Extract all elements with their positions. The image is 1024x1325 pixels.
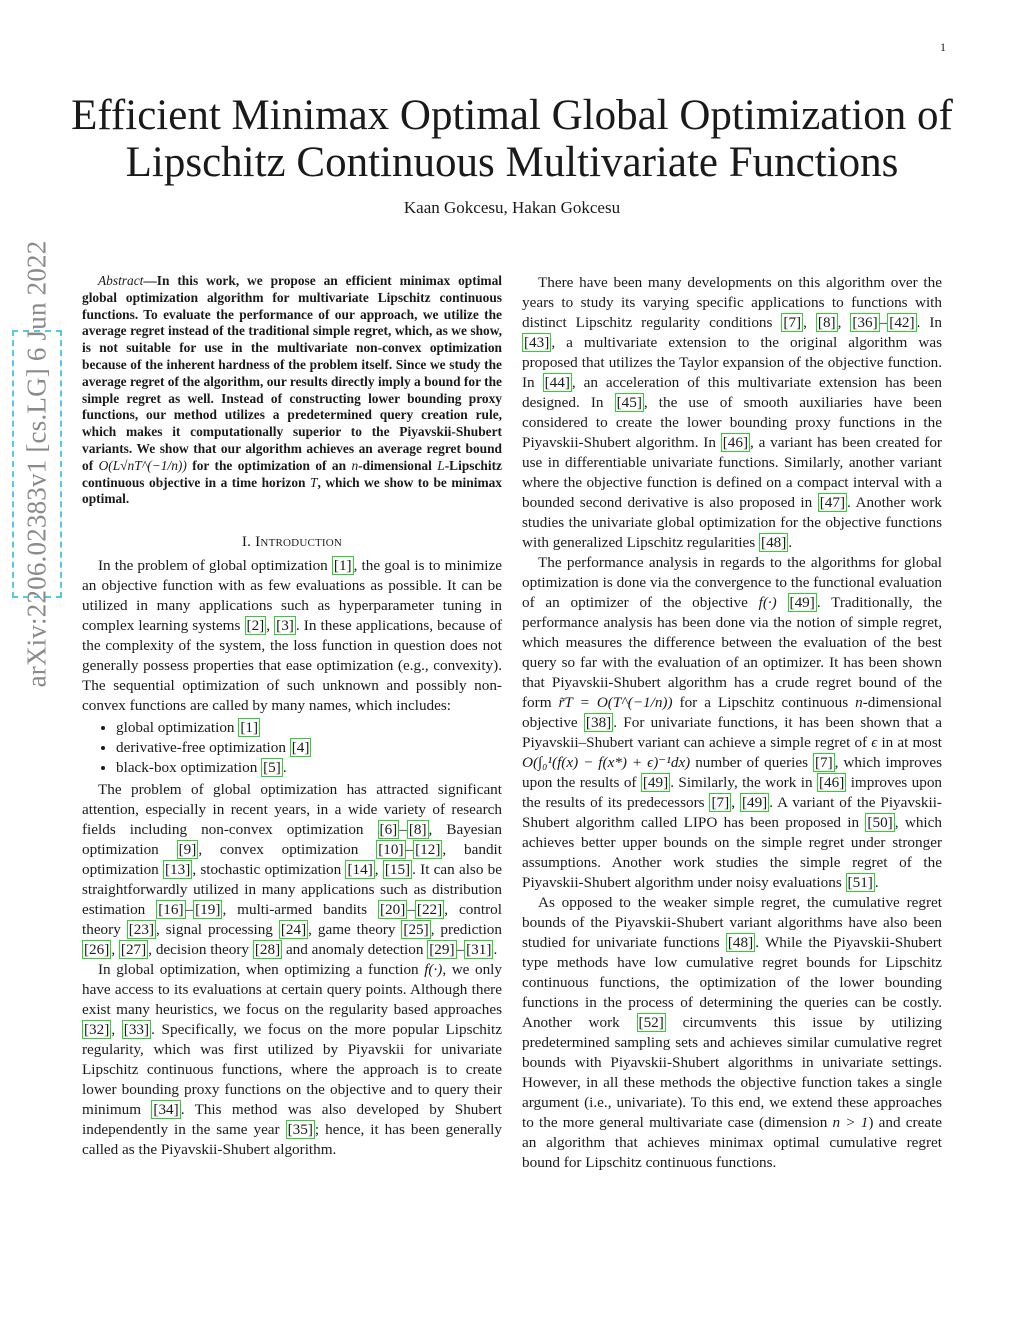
text: , multi-armed bandits [222, 901, 378, 919]
abstract-text: for the optimization of an [186, 457, 352, 473]
citation-link[interactable]: [29] [429, 941, 455, 959]
bullet-list [82, 718, 502, 778]
authors: Kaan Gokcesu, Hakan Gokcesu [403, 198, 621, 217]
text: , an acceleration of this multivariate extension has been designed. In [522, 374, 942, 411]
citation-link[interactable]: [10] [378, 841, 404, 859]
citation-link[interactable]: [46] [818, 774, 845, 791]
math-epsilon: ϵ [871, 734, 878, 751]
citation-link[interactable]: [48] [727, 934, 754, 951]
text: . A variant of the Piyavskii-Shubert algorithm called LIPO has been proposed in [522, 794, 942, 831]
text: . Another work studies the univariate global optimization for the objective functions with generalized Lipschitz regularities [522, 494, 942, 551]
text: . [874, 874, 879, 891]
text: , a multivariate extension to the original algorithm was proposed that utilizes the Taylor expansion of the objective function. In [522, 334, 942, 391]
math-dimension: n > 1 [832, 1114, 869, 1131]
citation-link[interactable]: [7] [783, 314, 802, 331]
text: , [111, 1021, 122, 1039]
citation-link[interactable]: [49] [642, 774, 669, 791]
math-T: T [310, 474, 318, 490]
text: . In these applications, because of the complexity of the system, the loss function in question does not generally possess properties that ease optimization (e.g., convexity). The sequential optimization of such unknown and possibly non-convex functions are called by many names, which includes: [82, 617, 503, 715]
math-query-bound: O(∫₀¹(f(x) − f(x*) + ϵ)⁻¹dx) [522, 754, 691, 771]
text: The problem of global optimization has attracted significant attention, especially in recent years, in a wide variety of research fields including non-convex optimization [82, 781, 502, 839]
citation-link[interactable]: [23] [128, 921, 155, 939]
text: . Traditionally, the performance analysis has been done via the notion of simple regret, which measures the difference between the evaluation of the best query so far with the evaluation of an optimizer. It has been shown that Piyavskii-Shubert algorithm has a crude regret bound of the form [522, 594, 942, 711]
citation-link[interactable]: [47] [819, 494, 846, 511]
right-column [522, 273, 942, 1173]
intro-paragraph-1 [82, 556, 502, 716]
arxiv-stamp-text: arXiv:2206.02383v1 [cs.LG] 6 Jun 2022 [21, 240, 52, 688]
section-title: Introduction [255, 533, 343, 551]
text: , Bayesian optimization [82, 821, 502, 859]
text: In the problem of global optimization [98, 557, 332, 575]
citation-link[interactable]: [3] [276, 617, 294, 635]
text: for a Lipschitz continuous [672, 694, 856, 711]
citation-link[interactable]: [1] [240, 719, 259, 737]
text: , convex optimization [198, 841, 377, 859]
text: , we only have access to its evaluations at certain query points. Although there exist many heuristics, we focus on the regularity based approaches [82, 961, 502, 1019]
text: , [731, 794, 740, 811]
list-item [116, 738, 502, 758]
text: , stochastic optimization [192, 861, 346, 879]
text: – [185, 901, 194, 919]
citation-link[interactable]: [8] [817, 314, 836, 331]
title-line-1: Efficient Minimax Optimal Global Optimization of [71, 92, 953, 139]
text: The performance analysis in regards to the algorithms for global optimization is done via the convergence to the functional evaluation of an optimizer of the objective [522, 554, 942, 611]
citation-link[interactable]: [46] [722, 434, 749, 451]
text: . [493, 941, 498, 959]
text: , control theory [82, 901, 502, 939]
text: , the use of smooth auxiliaries have been considered to create the lower bounding proxy functions in the Piyavskii-Shubert algorithm. In [522, 394, 942, 451]
citation-link[interactable]: [27] [120, 941, 147, 959]
citation-link[interactable]: [13] [165, 861, 191, 879]
text: , [374, 861, 383, 879]
text: There have been many developments on this algorithm over the years to study its varying specific applications to functions with distinct Lipschitz regularity conditions [522, 274, 942, 331]
citation-link[interactable]: [32] [84, 1021, 110, 1039]
text: . Specifically, we focus on the more popular Lipschitz regularity, which was first utilized by Piyavskii for univariate Lipschitz continuous functions, where the approach is to create lower bounding proxy functions on the objective and to query their minimum [82, 1021, 503, 1119]
citation-link[interactable]: [33] [123, 1021, 150, 1039]
math-L: L [437, 457, 445, 473]
text: , signal processing [156, 921, 279, 939]
text: . It can also be straightforwardly utilized in many applications such as distribution estimation [82, 861, 502, 919]
text: number of queries [690, 754, 813, 771]
text: circumvents this issue by utilizing predetermined sampling sets and achieves similar cumulative regret bounds with Piyavskii-Shubert algorithms in univariate settings. However, in all these methods the objective function takes a single argument (i.e., univariate). To this end, we extend these approaches to the more general multivariate case (dimension [522, 1014, 942, 1131]
text: , prediction [430, 921, 502, 939]
text: . [282, 759, 287, 777]
arxiv-stamp [12, 240, 62, 688]
citation-link[interactable]: [50] [867, 814, 893, 831]
paper-title [60, 92, 964, 186]
text: – [399, 821, 407, 839]
list-item [116, 758, 502, 778]
text: and anomaly detection [282, 941, 428, 959]
citation-link[interactable]: [51] [847, 874, 873, 891]
citation-link[interactable]: [52] [638, 1014, 664, 1031]
citation-link[interactable]: [24] [280, 921, 307, 939]
text: , decision theory [148, 941, 253, 959]
citation-link[interactable]: [19] [195, 901, 221, 919]
section-numeral: I. [241, 533, 256, 551]
text: . While the Piyavskii-Shubert type methods have low cumulative regret bounds for Lipschitz continuous functions, the optimization of the lower bounding functions in the process of determining the queries can be costly. Another work [522, 934, 942, 1031]
citation-link[interactable]: [43] [524, 334, 550, 351]
citation-link[interactable]: [7] [711, 794, 730, 811]
text [777, 594, 788, 611]
list-item [116, 718, 502, 738]
text: – [405, 841, 414, 859]
citation-link[interactable]: [12] [415, 841, 441, 859]
text: , which achieves better upper bounds on the simple regret under stronger assumptions. Another work studies the simple regret of the Piyavskii-Shubert algorithm under noisy evaluations [522, 814, 942, 891]
citation-link[interactable]: [16] [158, 901, 184, 919]
right-paragraph-2 [522, 553, 942, 893]
math-simple-regret: r̃T = O(T^(−1/n)) [558, 694, 673, 711]
abstract-text: In this work, we propose an efficient minimax optimal global optimization algorithm for multivariate Lipschitz continuous functions. To evaluate the performance of our approach, we utilize the average regret instead of the traditional simple regret, which, as we show, is not suitable for use in the multivariate non-convex optimization because of the inherent hardness of the problem itself. Since we study the average regret of the algorithm, our results directly imply a bound for the simple regret as well. Instead of constructing lower bounding proxy functions, our method utilizes a predetermined query creation rule, which makes it computationally superior to the Piyavskii-Shubert variants. We show that our algorithm achieves an average regret bound of [82, 273, 502, 473]
citation-link[interactable]: [2] [246, 617, 265, 635]
intro-paragraph-2 [82, 780, 502, 960]
citation-link[interactable]: [20] [380, 901, 406, 919]
text: global optimization [116, 719, 239, 737]
text: . Similarly, the work in [670, 774, 817, 791]
left-column [82, 273, 502, 1160]
citation-link[interactable]: [8] [408, 821, 427, 839]
citation-link[interactable]: [42] [889, 314, 915, 331]
citation-link[interactable]: [49] [789, 594, 815, 611]
text: , the goal is to minimize an objective function with as few evaluations as possible. It can be utilized in many applications such as hyperparameter tuning in complex learning systems [82, 557, 502, 635]
abstract-dash: — [143, 273, 157, 288]
right-paragraph-1 [522, 273, 942, 553]
text: ) and create an algorithm that achieves minimax optimal cumulative regret bound for Lipschitz continuous functions. [522, 1114, 943, 1171]
citation-link[interactable]: [22] [416, 901, 443, 919]
citation-link[interactable]: [38] [585, 714, 612, 731]
citation-link[interactable]: [1] [333, 557, 352, 575]
text: , bandit optimization [82, 841, 502, 879]
text: , a variant has been created for use in differentiable univariate functions. Similarly, another variant where the objective function is defined on a compact interval with a bounded second derivative is also proposed in [522, 434, 942, 511]
text: -dimensional objective [522, 694, 942, 731]
text: , game theory [308, 921, 402, 939]
abstract-label: Abstract [98, 273, 144, 288]
citation-link[interactable]: [6] [379, 821, 398, 839]
section-heading-introduction [82, 532, 502, 552]
citation-link[interactable]: [48] [761, 534, 787, 551]
text: improves upon the results of its predecessors [522, 774, 943, 811]
abstract [82, 273, 502, 508]
right-paragraph-3 [522, 893, 942, 1173]
page-number: 1 [940, 40, 946, 54]
abstract-text: -dimensional [358, 457, 438, 473]
citation-link[interactable]: [45] [616, 394, 642, 411]
text: In global optimization, when optimizing a function [98, 961, 425, 979]
text: . This method was also developed by Shubert independently in the same year [82, 1101, 502, 1139]
text: ; hence, it has been generally called as the Piyavskii-Shubert algorithm. [82, 1121, 502, 1159]
text: , [111, 941, 119, 959]
text: . [788, 534, 793, 551]
math-regret-bound: O(L√nT^(−1/n)) [98, 457, 187, 473]
citation-link[interactable]: [14] [347, 861, 373, 879]
citation-link[interactable]: [34] [153, 1101, 179, 1119]
text: – [407, 901, 415, 919]
text: . In [916, 314, 943, 331]
citation-link[interactable]: [4] [291, 739, 310, 757]
citation-link[interactable]: [49] [741, 794, 768, 811]
math-n: n [855, 694, 863, 711]
text: , [266, 617, 275, 635]
text: , [803, 314, 816, 331]
intro-paragraph-3 [82, 960, 502, 1160]
citation-link[interactable]: [15] [384, 861, 411, 879]
citation-link[interactable]: [25] [403, 921, 429, 939]
citation-link[interactable]: [31] [466, 941, 492, 959]
text: black-box optimization [116, 759, 262, 777]
text: derivative-free optimization [116, 739, 290, 757]
text: – [456, 941, 465, 959]
text: . For univariate functions, it has been shown that a Piyavskii–Shubert variant can achieve a simple regret of [522, 714, 942, 751]
title-line-2: Lipschitz Continuous Multivariate Functions [125, 139, 899, 186]
citation-link[interactable]: [35] [287, 1121, 313, 1139]
abstract-text: -Lipschitz continuous objective in a time horizon [82, 457, 502, 490]
text: , [837, 314, 851, 331]
text: As opposed to the weaker simple regret, the cumulative regret bounds of the Piyavskii-Shubert variant algorithms have also been studied for univariate functions [522, 894, 942, 951]
text: in at most [877, 734, 942, 751]
math-f: f(·) [758, 594, 777, 611]
math-n: n [351, 457, 359, 473]
text: , which improves upon the results of [522, 754, 943, 791]
math-f: f(·) [424, 961, 443, 979]
citation-link[interactable]: [7] [814, 754, 833, 771]
citation-link[interactable]: [9] [178, 841, 197, 859]
citation-link[interactable]: [26] [84, 941, 110, 959]
citation-link[interactable]: [5] [263, 759, 281, 777]
citation-link[interactable]: [28] [254, 941, 281, 959]
abstract-text: , which we show to be minimax optimal. [82, 474, 502, 507]
text: – [879, 314, 888, 331]
citation-link[interactable]: [44] [544, 374, 570, 391]
citation-link[interactable]: [36] [852, 314, 878, 331]
